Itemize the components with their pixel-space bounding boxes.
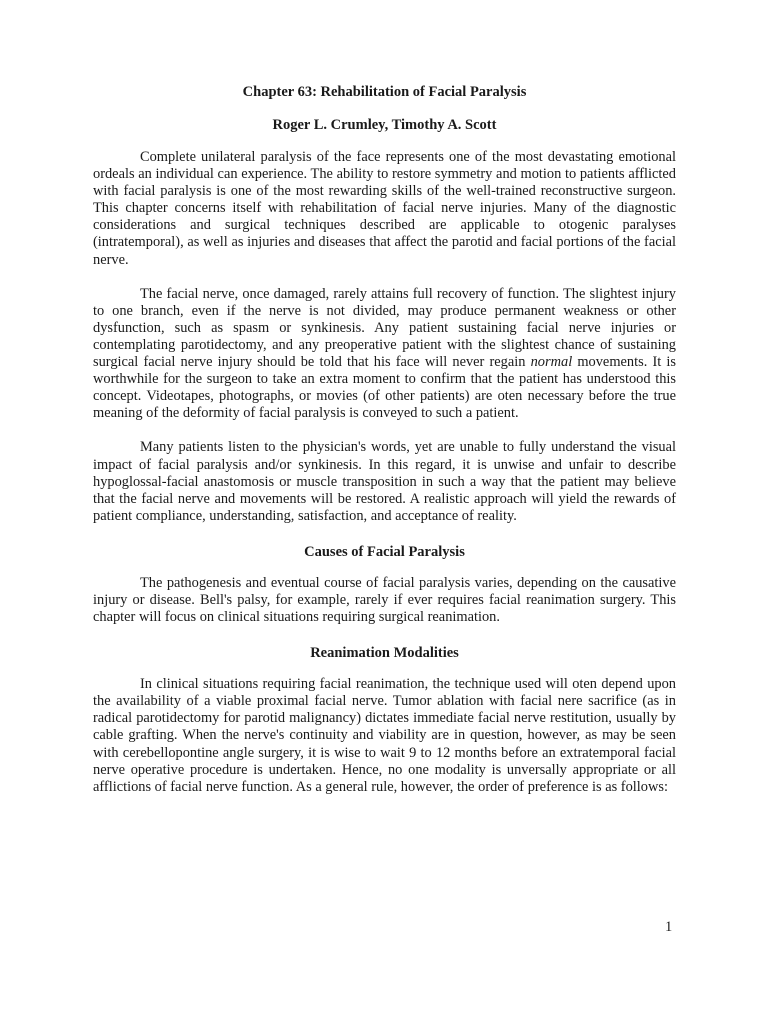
page-number: 1 (665, 919, 673, 935)
facial-nerve-recovery-paragraph (93, 286, 676, 423)
patient-understanding-paragraph: Many patients listen to the physician's words, yet are unable to fully understand the visual impact of facial paralysis and/or synkinesis. In this regard, it is unwise and unfair to describe hypoglossal-facial anastomosis or muscle transposition in such a way that the patient may believe that the facial nerve and movements will be restored. A realistic approach will yield the rewards of patient compliance, understanding, satisfaction, and acceptance of reality. (93, 439, 676, 524)
section-heading-reanimation: Reanimation Modalities (310, 645, 459, 662)
intro-paragraph: Complete unilateral paralysis of the face represents one of the most devastating emotional ordeals an individual can experience. The ability to restore symmetry and motion to patients afflicted with facial paralysis is one of the most rewarding skills of the well-trained reconstructive surgeon. This chapter concerns itself with rehabilitation of facial nerve injuries. Many of the diagnostic considerations and surgical techniques described are applicable to otogenic paralyses (intratemporal), as well as injuries and diseases that affect the parotid and facial portions of the facial nerve. (93, 149, 676, 268)
para2-text-before: The facial nerve, once damaged, rarely attains full recovery of function. The slightest injury to one branch, even if the nerve is not divided, may produce permanent weakness or other dysfunction, such as spasm or synkinesis. Any patient sustaining facial nerve injuries or contemplating parotidectomy, and any preoperative patient with the slightest chance of sustaining surgical facial nerve injury should be told that his face will never regain (93, 285, 676, 371)
para2-text-after: movements. It is worthwhile for the surgeon to take an extra moment to confirm that the patient has understood this concept. Videotapes, photographs, or movies (of other patients) are oten necessary before the true meaning of the deformity of facial paralysis is conveyed to such a patient. (93, 354, 676, 422)
para2-italic-normal: normal (530, 354, 573, 371)
document-page (93, 82, 676, 813)
reanimation-paragraph: In clinical situations requiring facial reanimation, the technique used will oten depend upon the availability of a viable proximal facial nerve. Tumor ablation with facial nere sacrifice (as in radical parotidectomy for parotid malignancy) dictates immediate facial nerve restitution, usually by cable grafting. When the nerve's continuity and viability are in question, however, as may be seen with cerebellopontine angle surgery, it is wise to wait 9 to 12 months before an extratemporal facial nerve operative procedure is undertaken. Hence, no one modality is unversally appropriate or all afflictions of facial nerve function. As a general rule, however, the order of preference is as follows: (93, 676, 676, 795)
causes-paragraph: The pathogenesis and eventual course of facial paralysis varies, depending on the causative injury or disease. Bell's palsy, for example, rarely if ever requires facial reanimation surgery. This chapter will focus on clinical situations requiring surgical reanimation. (93, 574, 676, 626)
authors-line: Roger L. Crumley, Timothy A. Scott (272, 117, 497, 133)
section-heading-causes: Causes of Facial Paralysis (304, 543, 465, 560)
chapter-title: Chapter 63: Rehabilitation of Facial Paralysis (242, 84, 527, 100)
